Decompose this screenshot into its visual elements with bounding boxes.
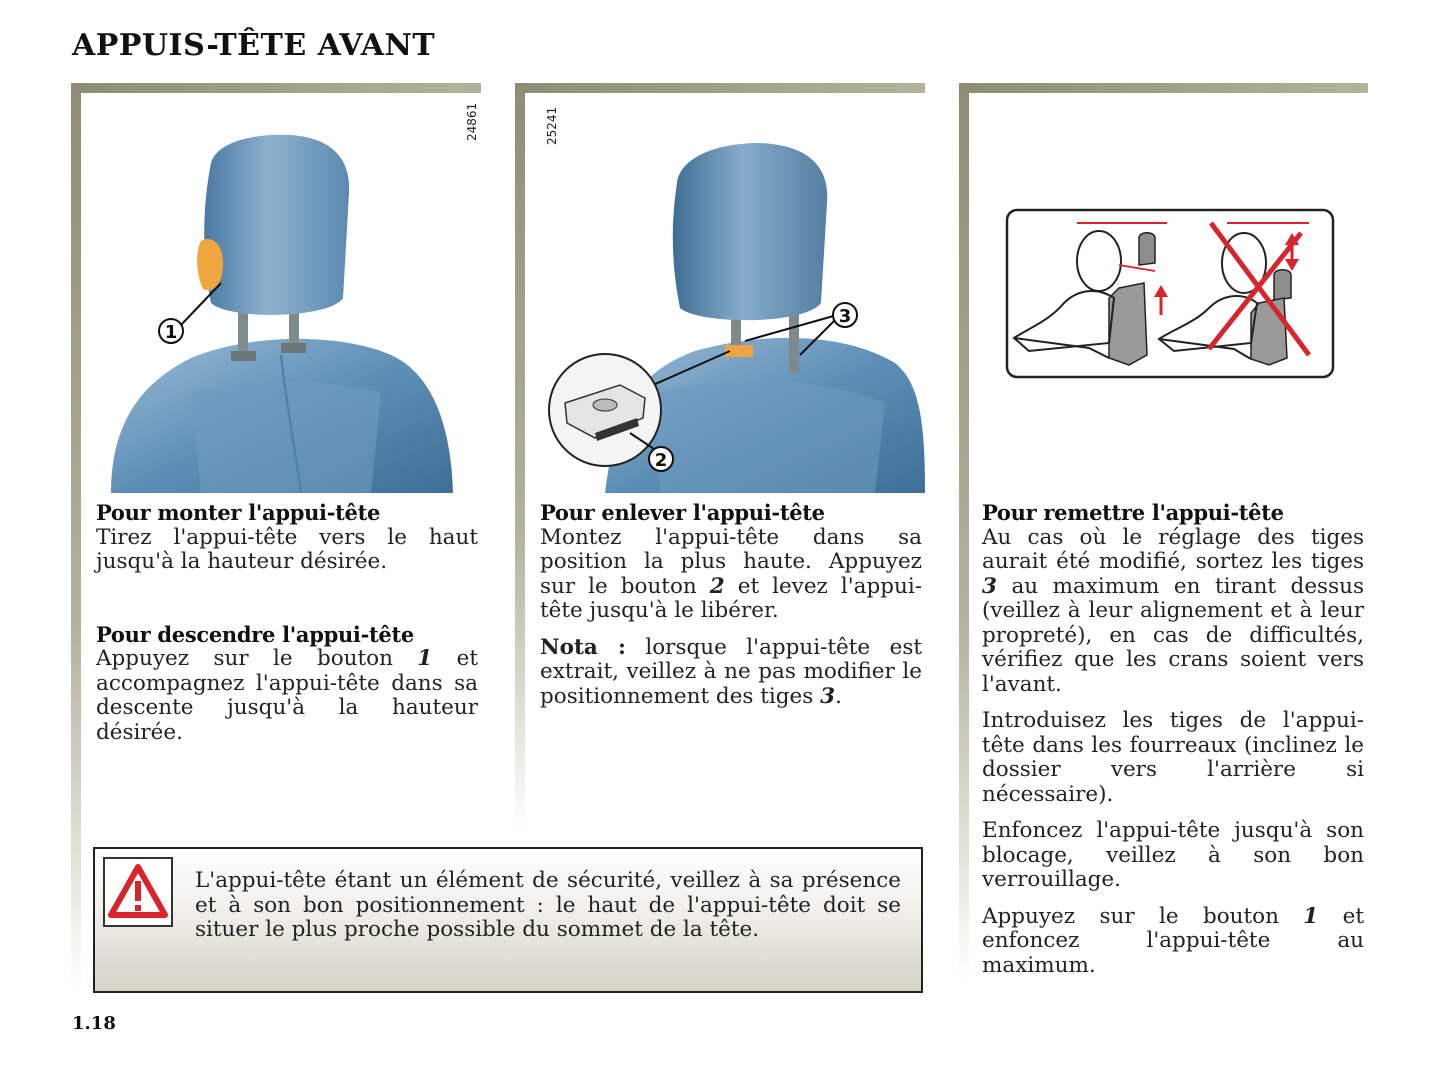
frame-side-bar bbox=[515, 83, 525, 833]
column-3-text bbox=[982, 501, 1364, 978]
paragraph-remove: Montez l'appui-tête dans sa position la plus haute. Appuyez sur le bouton 2 et levez l'appui-tête jusqu'à le libérer. bbox=[540, 524, 922, 623]
ref-stems-3: 3 bbox=[982, 573, 997, 599]
headrest bbox=[204, 135, 349, 315]
headrest bbox=[673, 143, 827, 320]
heading-raise: Pour monter l'appui-tête bbox=[96, 500, 381, 525]
callout-1: 1 bbox=[164, 322, 178, 343]
frame-side-bar bbox=[71, 83, 81, 993]
callout-3: 3 bbox=[838, 306, 852, 327]
figure-remove-headrest bbox=[525, 93, 925, 493]
safety-warning-box bbox=[93, 847, 923, 993]
position-diagram bbox=[969, 93, 1369, 493]
release-button bbox=[197, 239, 223, 290]
heading-remove: Pour enlever l'appui-tête bbox=[540, 500, 825, 525]
figure-raise-headrest bbox=[81, 93, 481, 493]
figure-reference: 25241 bbox=[545, 106, 559, 145]
ref-button-1: 1 bbox=[1303, 903, 1319, 929]
column-1-text bbox=[96, 501, 478, 745]
warning-text: L'appui-tête étant un élément de sécurité, veillez à sa présence et à son bon positionnement : le haut de l'appui-tête doit se situer le plus proche possible du sommet de la tête. bbox=[195, 868, 901, 942]
ref-button-1: 1 bbox=[417, 646, 433, 671]
heading-lower: Pour descendre l'appui-tête bbox=[96, 621, 414, 647]
figure-reference: 24861 bbox=[465, 102, 479, 141]
headrest-illustration-1 bbox=[81, 93, 481, 493]
headrest-illustration-2 bbox=[525, 93, 925, 493]
ref-stems-3: 3 bbox=[820, 683, 836, 709]
headrest-post-right bbox=[789, 313, 799, 373]
column-2-text bbox=[540, 501, 922, 709]
paragraph-nota: Nota : lorsque l'appui-tête est extrait, veillez à ne pas modifier le positionnement des tiges 3. bbox=[540, 634, 922, 709]
ref-button-2: 2 bbox=[709, 573, 725, 599]
paragraph-refit-2: Introduisez les tiges de l'appui-tête dans les fourreaux (inclinez le dossier vers l'arrière si nécessaire). bbox=[982, 708, 1364, 807]
column-2 bbox=[515, 83, 925, 833]
paragraph-refit-4: Appuyez sur le bouton 1 et enfoncez l'appui-tête au maximum. bbox=[982, 903, 1364, 978]
frame-top-bar bbox=[959, 83, 1368, 93]
frame-side-bar bbox=[959, 83, 969, 983]
page-number: 1.18 bbox=[72, 1013, 116, 1034]
figure-headrest-position bbox=[969, 93, 1369, 493]
column-3 bbox=[959, 83, 1369, 983]
nota-label: Nota : bbox=[540, 634, 626, 660]
callout-2: 2 bbox=[654, 450, 668, 471]
heading-refit: Pour remettre l'appui-tête bbox=[982, 500, 1284, 525]
paragraph-raise: Tirez l'appui-tête vers le haut jusqu'à la hauteur désirée. bbox=[96, 524, 478, 574]
paragraph-lower: Appuyez sur le bouton 1 et accompagnez l'appui-tête dans sa descente jusqu'à la hauteur désirée. bbox=[96, 646, 478, 745]
page-title: APPUIS-TÊTE AVANT bbox=[72, 28, 436, 63]
frame-top-bar bbox=[71, 83, 481, 93]
warning-icon bbox=[103, 857, 173, 927]
paragraph-refit-3: Enfoncez l'appui-tête jusqu'à son blocage, veillez à son bon verrouillage. bbox=[982, 818, 1364, 892]
frame-top-bar bbox=[515, 83, 925, 93]
paragraph-refit-1: Au cas où le réglage des tiges aurait été modifié, sortez les tiges 3 au maximum en tirant dessus (veillez à leur alignement et à leur propreté), en cas de difficultés, vérifiez que les crans soient vers l'avant. bbox=[982, 524, 1364, 697]
